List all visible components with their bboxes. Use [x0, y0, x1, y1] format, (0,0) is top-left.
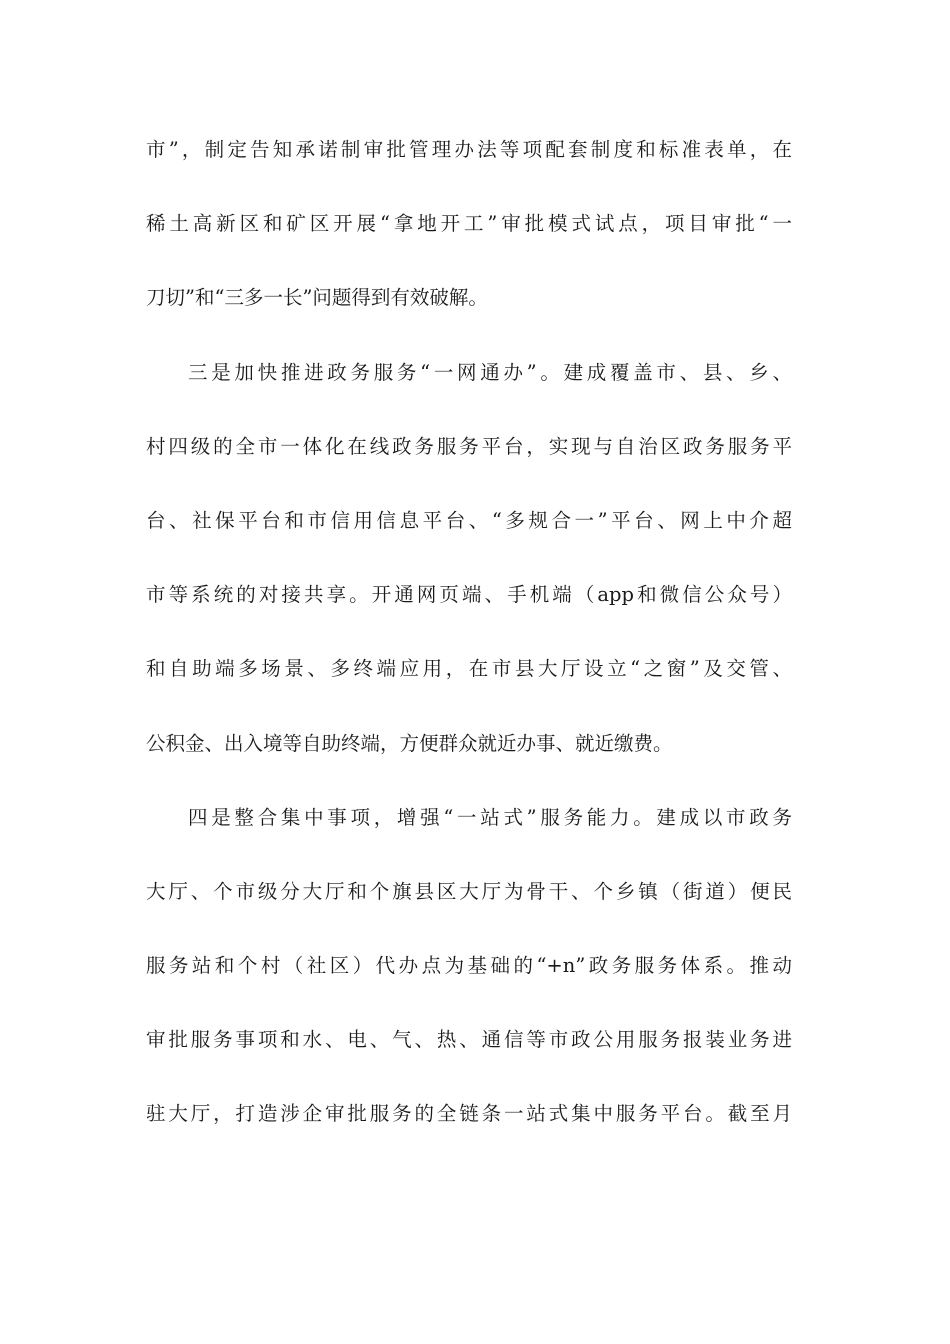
text-line: 台、社保平台和市信用信息平台、“多规合一”平台、网上中介超	[146, 508, 792, 532]
text-line: 公积金、出入境等自助终端，方便群众就近办事、就近缴费。	[146, 731, 673, 755]
body-text	[146, 124, 792, 1163]
text-line: 稀土高新区和矿区开展“拿地开工”审批模式试点，项目审批“一	[146, 212, 792, 236]
text-line: 驻大厅，打造涉企审批服务的全链条一站式集中服务平台。截至月	[146, 1102, 792, 1126]
text-line: 审批服务事项和水、电、气、热、通信等市政公用服务报装业务进	[146, 1028, 792, 1052]
text-line: 市等系统的对接共享。开通网页端、手机端（app和微信公众号）	[146, 583, 792, 607]
text-line: 三是加快推进政务服务“一网通办”。建成覆盖市、县、乡、	[188, 360, 792, 384]
text-line: 服务站和个村（社区）代办点为基础的“+n”政务服务体系。推动	[146, 954, 792, 978]
text-line: 刀切”和“三多一长”问题得到有效破解。	[146, 286, 488, 310]
text-line: 村四级的全市一体化在线政务服务平台，实现与自治区政务服务平	[146, 434, 792, 458]
text-line: 市”，制定告知承诺制审批管理办法等项配套制度和标准表单，在	[146, 138, 792, 161]
text-line: 和自助端多场景、多终端应用，在市县大厅设立“之窗”及交管、	[146, 657, 792, 681]
text-line: 四是整合集中事项，增强“一站式”服务能力。建成以市政务	[188, 805, 792, 829]
text-line: 大厅、个市级分大厅和个旗县区大厅为骨干、个乡镇（街道）便民	[146, 879, 792, 903]
